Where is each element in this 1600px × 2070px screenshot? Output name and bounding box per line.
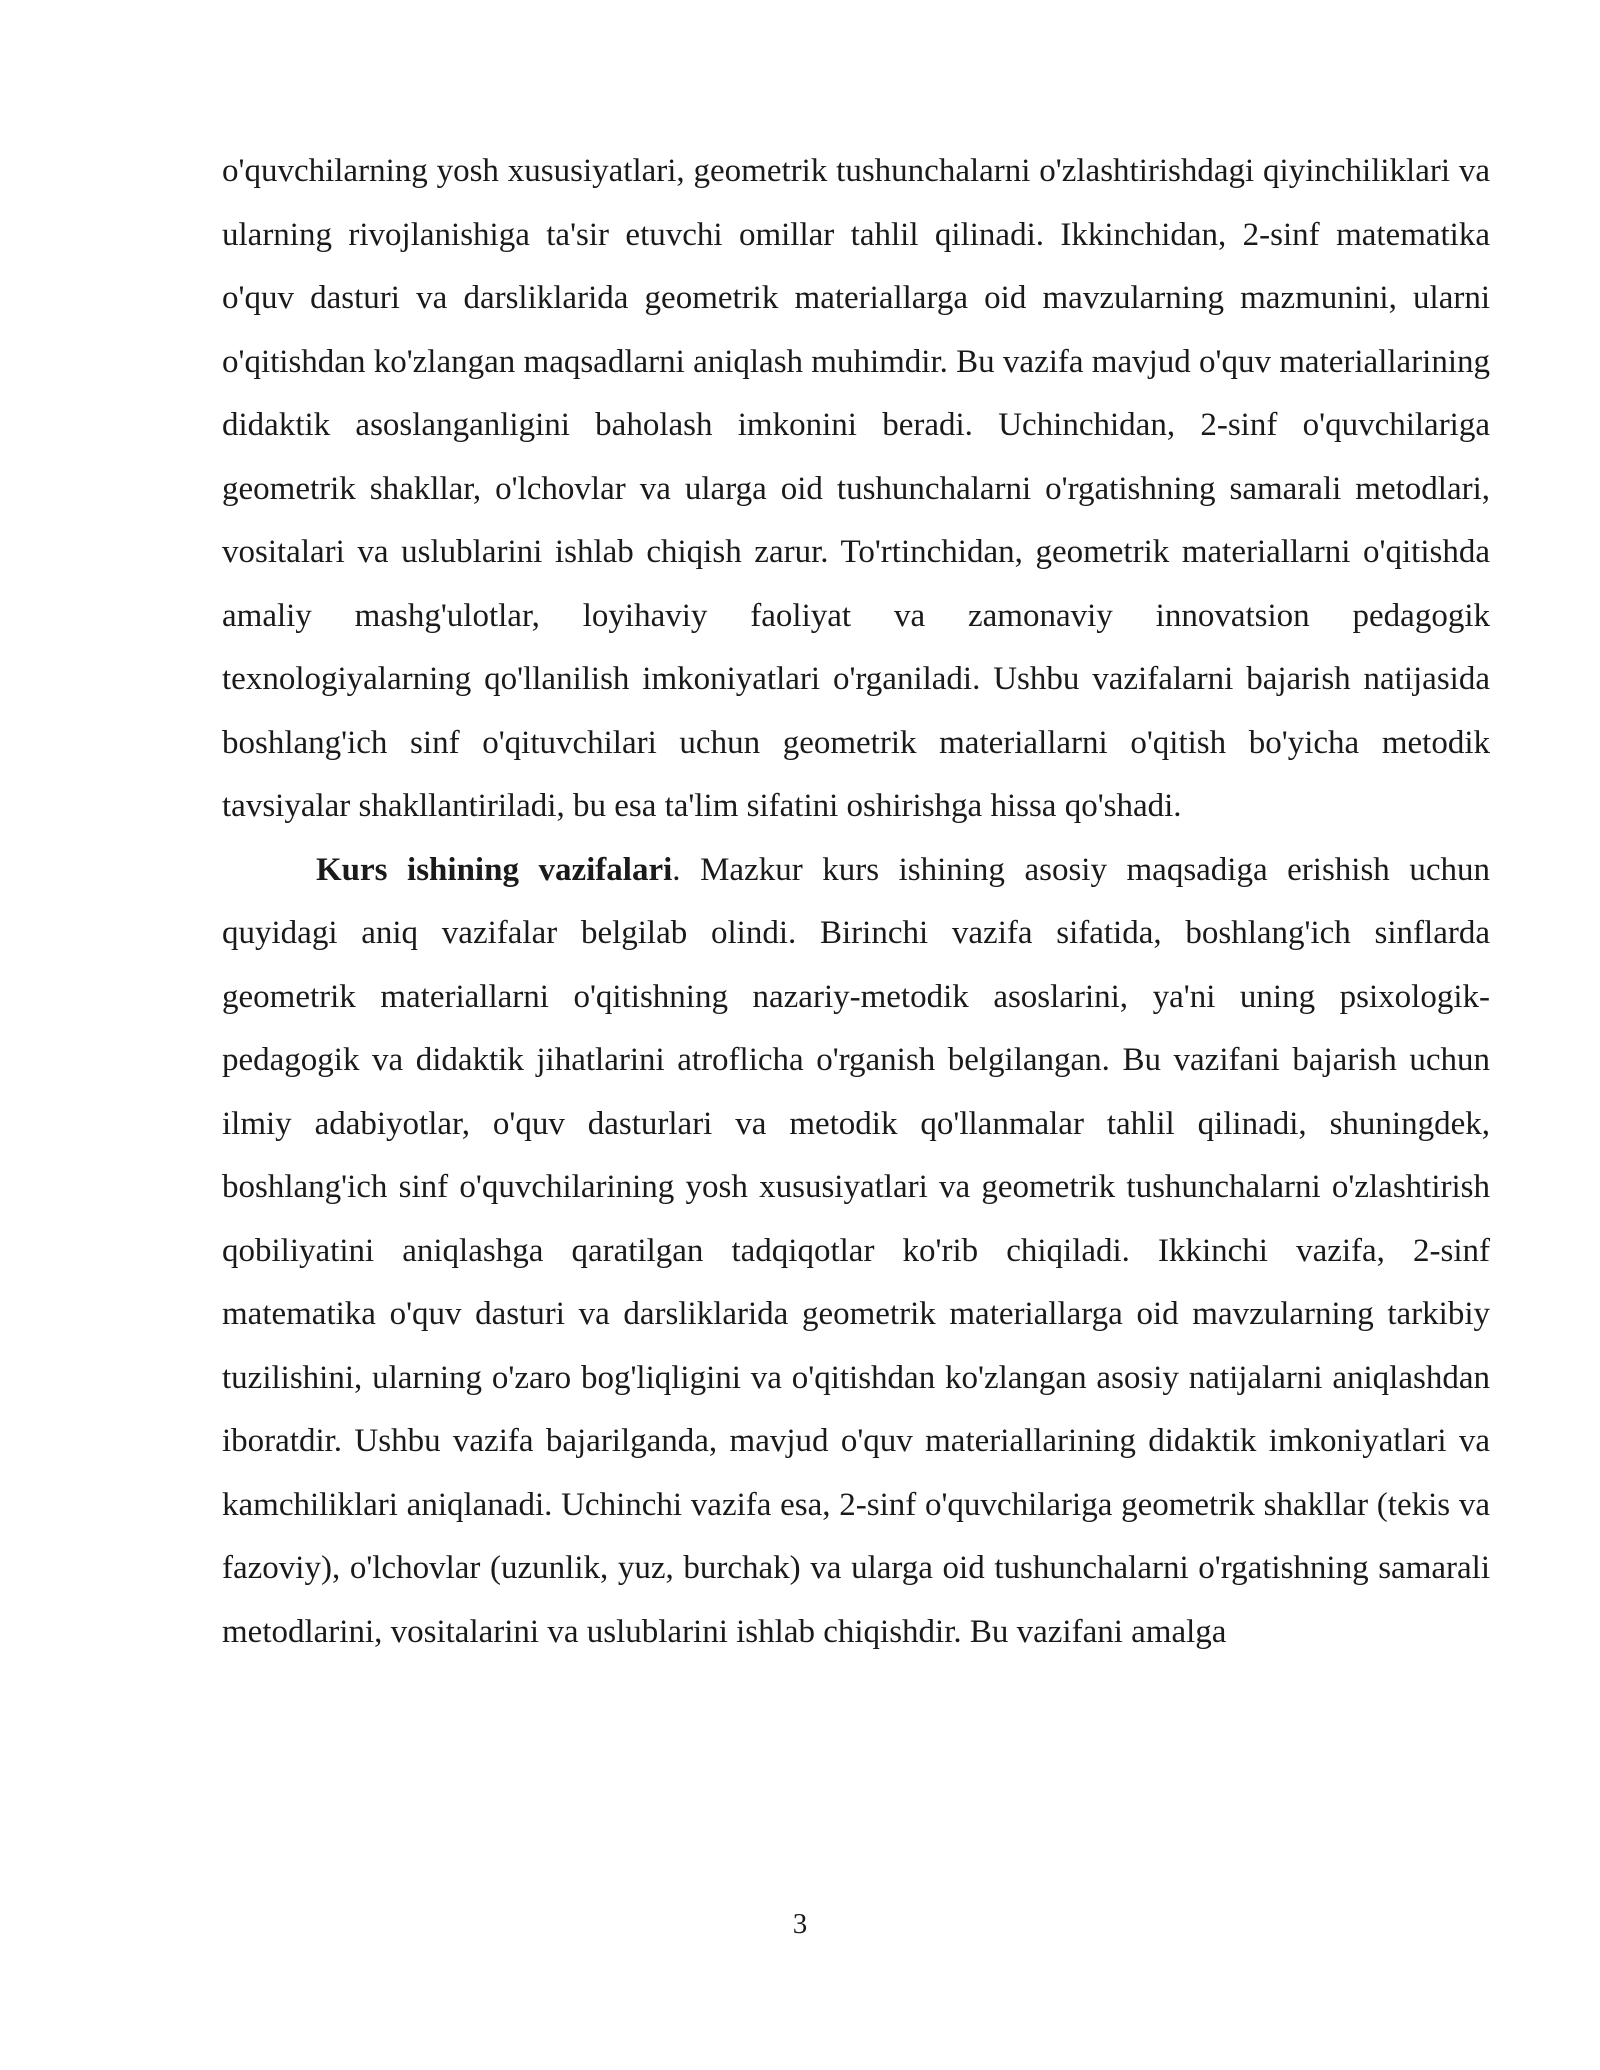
page-number: 3 <box>792 1908 808 1940</box>
body-text <box>222 140 1490 1664</box>
section-heading-inline: Kurs ishining vazifalari <box>316 851 673 888</box>
paragraph-tasks <box>222 839 1490 1665</box>
paragraph-tasks-body: . Mazkur kurs ishining asosiy maqsadiga erishish uchun quyidagi aniq vazifalar belgilab olindi. Birinchi vazifa sifatida, boshlang'ich sinflarda geometrik materiallarni o'qitishning nazariy-metodik asoslarini, ya'ni uning psixologik-pedagogik va didaktik jihatlarini atroflicha o'rganish belgilangan. Bu vazifani bajarish uchun ilmiy adabiyotlar, o'quv dasturlari va metodik qo'llanmalar tahlil qilinadi, shuningdek, boshlang'ich sinf o'quvchilarining yosh xususiyatlari va geometrik tushunchalarni o'zlashtirish qobiliyatini aniqlashga qaratilgan tadqiqotlar ko'rib chiqiladi. Ikkinchi vazifa, 2-sinf matematika o'quv dasturi va darsliklarida geometrik materiallarga oid mavzularning tarkibiy tuzilishini, ularning o'zaro bog'liqligini va o'qitishdan ko'zlangan asosiy natijalarni aniqlashdan iboratdir. Ushbu vazifa bajarilganda, mavjud o'quv materiallarining didaktik imkoniyatlari va kamchiliklari aniqlanadi. Uchinchi vazifa esa, 2-sinf o'quvchilariga geometrik shakllar (tekis va fazoviy), o'lchovlar (uzunlik, yuz, burchak) va ularga oid tushunchalarni o'rgatishning samarali metodlarini, vositalarini va uslublarini ishlab chiqishdir. Bu vazifani amalga <box>222 851 1490 1650</box>
paragraph-continuation: o'quvchilarning yosh xususiyatlari, geometrik tushunchalarni o'zlashtirishdagi qiyinchiliklari va ularning rivojlanishiga ta'sir etuvchi omillar tahlil qilinadi. Ikkinchidan, 2-sinf matematika o'quv dasturi va darsliklarida geometrik materiallarga oid mavzularning mazmunini, ularni o'qitishdan ko'zlangan maqsadlarni aniqlash muhimdir. Bu vazifa mavjud o'quv materiallarining didaktik asoslanganligini baholash imkonini beradi. Uchinchidan, 2-sinf o'quvchilariga geometrik shakllar, o'lchovlar va ularga oid tushunchalarni o'rgatishning samarali metodlari, vositalari va uslublarini ishlab chiqish zarur. To'rtinchidan, geometrik materiallarni o'qitishda amaliy mashg'ulotlar, loyihaviy faoliyat va zamonaviy innovatsion pedagogik texnologiyalarning qo'llanilish imkoniyatlari o'rganiladi. Ushbu vazifalarni bajarish natijasida boshlang'ich sinf o'qituvchilari uchun geometrik materiallarni o'qitish bo'yicha metodik tavsiyalar shakllantiriladi, bu esa ta'lim sifatini oshirishga hissa qo'shadi. <box>222 153 1490 824</box>
